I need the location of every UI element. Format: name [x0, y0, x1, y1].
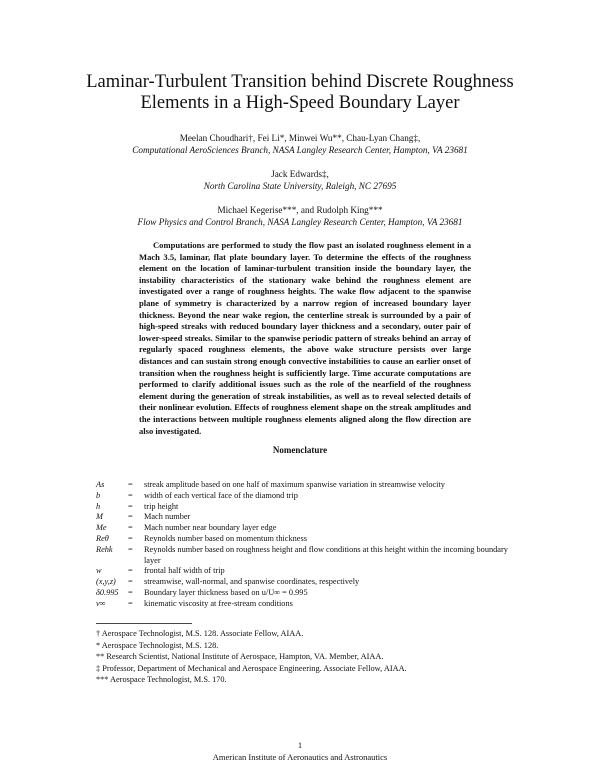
title-line-2: Elements in a High-Speed Boundary Layer: [140, 93, 460, 113]
abstract: Computations are performed to study the flow past an isolated roughness element in a Mach 3.5, laminar, flat plate boundary layer. To determine the effects of the roughness element on the location of laminar-turbulent transition inside the boundary layer, the instability characteristics of the stationary wake behind the roughness element are investigated over a range of roughness heights. The wake flow adjacent to the spanwise plane of symmetry is characterized by a narrow region of increased boundary layer thickness. Beyond the near wake region, the centerline streak is surrounded by a pair of high-speed streaks with reduced boundary layer thickness and a secondary, outer pair of lower-speed streaks. Similar to the spanwise periodic pattern of streaks behind an array of regularly spaced roughness elements, the above wake structure persists over large distances and can sustain strong enough convective instabilities to cause an earlier onset of transition when the roughness height is sufficiently large. Time accurate computations are performed to clarify additional issues such as the role of the nearfield of the roughness element during the generation of streak instabilities, as well as to reveal selected details of their nonlinear evolution. Effects of roughness element shape on the streak amplitudes and the interactions between multiple roughness elements aligned along the flow direction are also investigated.: [139, 240, 471, 436]
nomenclature-definition: Reynolds number based on roughness height and flow conditions at this height within the incoming boundary layer: [144, 544, 508, 565]
author-block: [0, 132, 600, 228]
nomenclature-definition: Boundary layer thickness based on u/U∞ = 0.995: [144, 587, 308, 597]
nomenclature-definition: streamwise, wall-normal, and spanwise coordinates, respectively: [144, 577, 360, 587]
nomenclature-definition: frontal half width of trip: [144, 566, 225, 576]
nomenclature-row: [96, 534, 526, 545]
nomenclature-symbol: ν∞: [96, 598, 106, 608]
nomenclature-row: [96, 566, 526, 577]
footnote: * Aerospace Technologist, M.S. 128.: [96, 640, 219, 650]
nomenclature-definition: Mach number near boundary layer edge: [144, 523, 277, 533]
page-footer: American Institute of Aeronautics and Astronautics: [212, 752, 388, 762]
nomenclature-row: [96, 523, 526, 534]
nomenclature-equals: =: [128, 587, 133, 597]
nomenclature-equals: =: [128, 480, 133, 489]
footnote: *** Aerospace Technologist, M.S. 170.: [96, 675, 227, 685]
footnote: † Aerospace Technologist, M.S. 128. Associate Fellow, AIAA.: [96, 629, 304, 638]
nomenclature-symbol: Reθ: [96, 533, 109, 543]
footnotes: [96, 628, 516, 686]
nomenclature-symbol: δ0.995: [96, 587, 119, 597]
nomenclature-equals: =: [128, 490, 133, 500]
nomenclature-equals: =: [128, 598, 133, 608]
affiliation-1: Computational AeroSciences Branch, NASA Langley Research Center, Hampton, VA 23681: [132, 145, 468, 155]
nomenclature-definition: kinematic viscosity at free-stream conditions: [144, 598, 293, 608]
nomenclature-definition: Reynolds number based on momentum thickness: [144, 533, 307, 543]
nomenclature-symbol: As: [96, 480, 105, 489]
nomenclature-heading: Nomenclature: [272, 445, 328, 455]
nomenclature-definition: streak amplitude based on one half of maximum spanwise variation in streamwise velocity: [144, 480, 445, 489]
nomenclature-symbol: h: [96, 501, 101, 511]
nomenclature-symbol: Rehk: [96, 544, 113, 554]
nomenclature-list: [96, 480, 526, 610]
nomenclature-equals: =: [128, 544, 133, 554]
page-number: 1: [297, 740, 303, 750]
nomenclature-symbol: (x,y,z): [96, 577, 116, 587]
author-line-3: Michael Kegerise***, and Rudolph King***: [217, 205, 383, 215]
footnote: ‡ Professor, Department of Mechanical and Aerospace Engineering. Associate Fellow, AIAA.: [96, 663, 407, 673]
paper-title: [0, 72, 600, 114]
affiliation-3: Flow Physics and Control Branch, NASA Langley Research Center, Hampton, VA 23681: [137, 217, 463, 227]
nomenclature-row: [96, 502, 526, 513]
nomenclature-row: [96, 599, 526, 610]
nomenclature-row: [96, 588, 526, 599]
nomenclature-equals: =: [128, 533, 133, 543]
nomenclature-equals: =: [128, 523, 133, 533]
nomenclature-equals: =: [128, 566, 133, 576]
nomenclature-equals: =: [128, 512, 133, 522]
nomenclature-definition: trip height: [144, 501, 179, 511]
affiliation-2: North Carolina State University, Raleigh, NC 27695: [203, 181, 397, 191]
nomenclature-symbol: Me: [96, 523, 107, 533]
nomenclature-definition: width of each vertical face of the diamond trip: [144, 490, 298, 500]
footnote-divider: [96, 623, 192, 624]
nomenclature-symbol: w: [96, 566, 102, 576]
nomenclature-symbol: b: [96, 490, 101, 500]
nomenclature-row: [96, 491, 526, 502]
nomenclature-definition: Mach number: [144, 512, 191, 522]
footnote: ** Research Scientist, National Institute of Aerospace, Hampton, VA. Member, AIAA.: [96, 652, 384, 662]
nomenclature-equals: =: [128, 501, 133, 511]
author-line-2: Jack Edwards‡,: [271, 169, 329, 179]
nomenclature-symbol: M: [96, 512, 103, 522]
nomenclature-row: [96, 545, 526, 567]
author-line-1: Meelan Choudhari†, Fei Li*, Minwei Wu**, Chau-Lyan Chang‡,: [179, 133, 421, 143]
title-line-1: Laminar-Turbulent Transition behind Discrete Roughness: [86, 72, 514, 92]
nomenclature-row: [96, 577, 526, 588]
nomenclature-row: [96, 480, 526, 491]
nomenclature-row: [96, 512, 526, 523]
nomenclature-equals: =: [128, 577, 133, 587]
